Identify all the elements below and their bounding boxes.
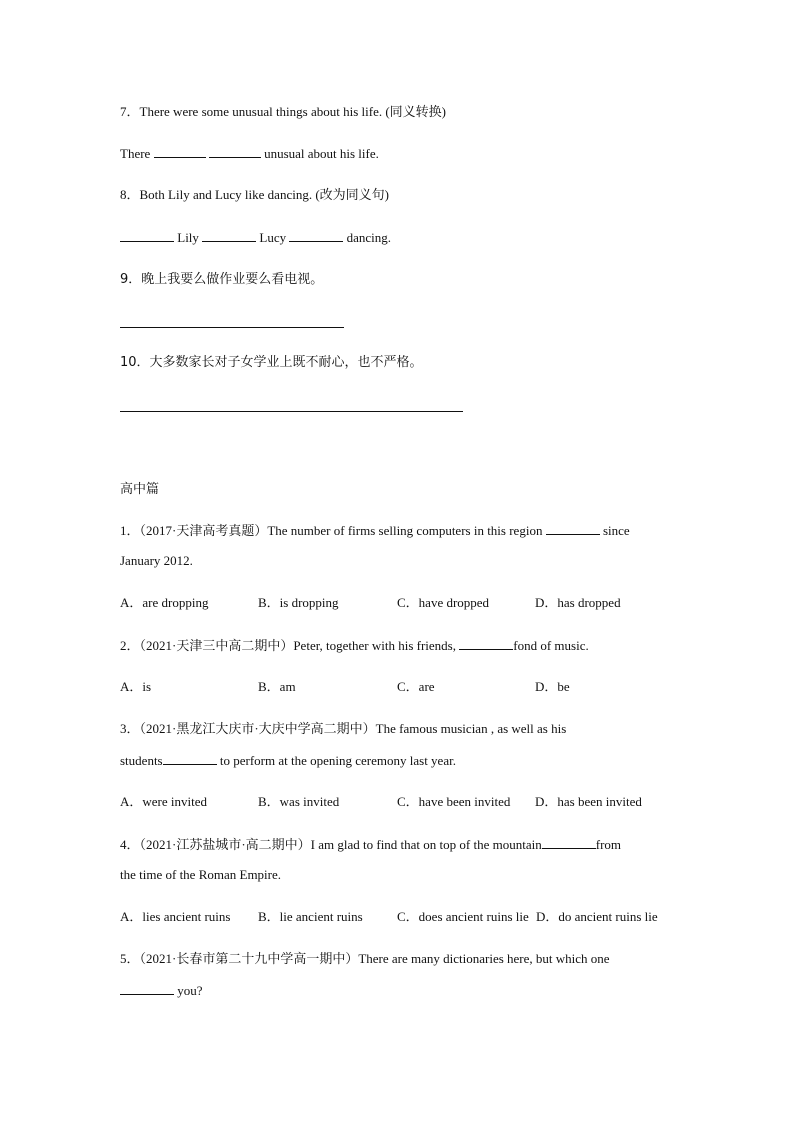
hs-q2-stem: 2．（2021·天津三中高二期中）Peter, together with his friends, <box>120 638 456 653</box>
q10-prompt: 10．大多数家长对子女学业上既不耐心，也不严格。 <box>120 355 423 370</box>
hs-q1-option-b[interactable]: B．is dropping <box>258 595 339 610</box>
hs-q2-stem-line-1 <box>120 637 589 654</box>
hs-q3-stem2-post: to perform at the opening ceremony last year. <box>219 753 456 768</box>
q8-blank-1[interactable] <box>120 229 174 242</box>
hs-q2-option-d[interactable]: D．be <box>535 679 570 694</box>
hs-q4-stem-line-2: the time of the Roman Empire. <box>120 867 282 882</box>
q7-blank-2[interactable] <box>209 145 261 158</box>
hs-q3-blank[interactable] <box>163 752 217 765</box>
hs-q1-stem: 1．（2017·天津高考真题）The number of firms selling computers in this region <box>120 523 543 538</box>
hs-q4-blank[interactable] <box>542 836 596 849</box>
q7-fill-post: unusual about his life. <box>264 146 379 161</box>
hs-q1-stem-line-2: January 2012. <box>120 553 193 568</box>
hs-q2-blank[interactable] <box>459 637 513 650</box>
q8-word-1: Lily <box>177 230 199 245</box>
q8-word-2: Lucy <box>259 230 287 245</box>
q8-prompt: 8．Both Lily and Lucy like dancing. (改为同义句) <box>120 187 389 202</box>
q9-prompt: 9．晚上我要么做作业要么看电视。 <box>120 272 324 287</box>
q8-word-3: dancing. <box>346 230 392 245</box>
hs-q4-option-d[interactable]: D．do ancient ruins lie <box>536 909 658 924</box>
q10-answer-line[interactable] <box>120 411 463 412</box>
hs-q1-option-c[interactable]: C．have dropped <box>397 595 490 610</box>
hs-q1-stem-end: since <box>602 523 630 538</box>
q8-blank-2[interactable] <box>202 229 256 242</box>
q8-fill-line <box>120 229 391 246</box>
hs-q3-stem-line-1: 3．（2021·黑龙江大庆市·大庆中学高二期中）The famous musician , as well as his <box>120 721 567 736</box>
hs-q4-option-a[interactable]: A．lies ancient ruins <box>120 909 231 924</box>
q7-fill-pre: There <box>120 146 151 161</box>
q8-blank-3[interactable] <box>289 229 343 242</box>
hs-q5-stem2-post: you? <box>177 983 203 998</box>
hs-q4-stem-end: from <box>595 837 622 852</box>
hs-q2-stem-end: fond of music. <box>513 638 589 653</box>
hs-q4-stem-line-1 <box>120 836 621 853</box>
hs-q3-option-a[interactable]: A．were invited <box>120 794 208 809</box>
q7-fill-line <box>120 145 379 162</box>
hs-q3-option-c[interactable]: C．have been invited <box>397 794 511 809</box>
hs-q4-stem: 4．（2021·江苏盐城市·高二期中）I am glad to find that on top of the mountain <box>120 837 542 852</box>
hs-q5-blank[interactable] <box>120 982 174 995</box>
hs-q2-option-b[interactable]: B．am <box>258 679 296 694</box>
hs-q3-option-b[interactable]: B．was invited <box>258 794 340 809</box>
hs-q4-option-c[interactable]: C．does ancient ruins lie <box>397 909 529 924</box>
hs-q1-option-a[interactable]: A．are dropping <box>120 595 209 610</box>
hs-q4-option-b[interactable]: B．lie ancient ruins <box>258 909 363 924</box>
hs-q2-option-a[interactable]: A．is <box>120 679 152 694</box>
hs-q5-stem-line-1: 5．（2021·长春市第二十九中学高一期中）There are many dictionaries here, but which one <box>120 951 610 966</box>
section-title: 高中篇 <box>120 482 160 497</box>
hs-q1-blank[interactable] <box>546 522 600 535</box>
q7-blank-1[interactable] <box>154 145 206 158</box>
hs-q5-stem-line-2 <box>120 982 203 999</box>
hs-q1-option-d[interactable]: D．has dropped <box>535 595 621 610</box>
hs-q3-stem-line-2 <box>120 752 456 769</box>
q9-answer-line[interactable] <box>120 327 344 328</box>
hs-q3-stem2-pre: students <box>120 753 163 768</box>
hs-q2-option-c[interactable]: C．are <box>397 679 435 694</box>
q7-prompt: 7．There were some unusual things about his life. (同义转换) <box>120 104 447 119</box>
hs-q3-option-d[interactable]: D．has been invited <box>535 794 642 809</box>
hs-q1-stem-line-1 <box>120 522 630 539</box>
